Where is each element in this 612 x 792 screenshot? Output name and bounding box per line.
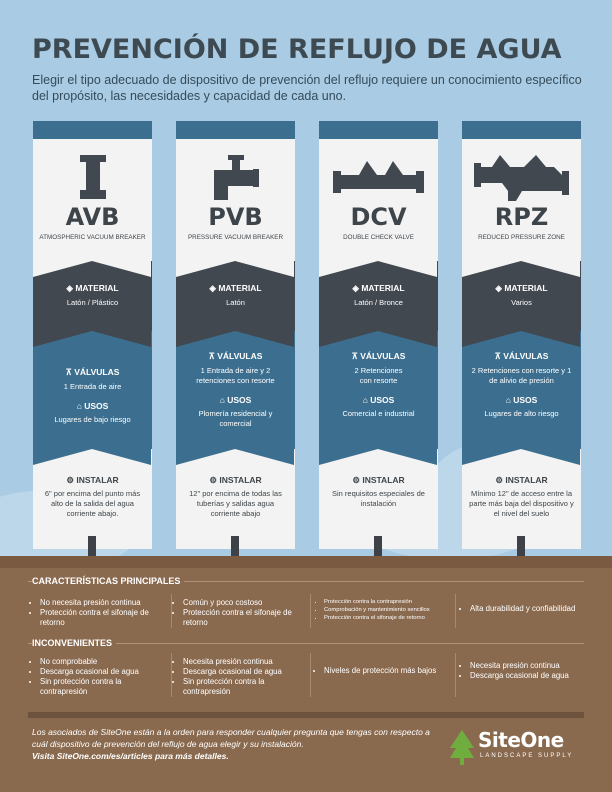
logo-name: SiteOne [478,728,564,752]
card-header [462,139,581,261]
valves-block [33,367,152,392]
material-value: Varios [511,298,532,307]
valve-icon: ⊼ [208,351,215,361]
column-divider [455,594,456,628]
uses-value: Lugares de bajo riesgo [54,415,131,424]
leaf-logo-icon [448,728,476,766]
house-icon: ⌂ [505,395,511,405]
avb-valve-icon [33,153,152,203]
house-icon: ⌂ [362,395,368,405]
gear-icon: ⚙ [209,475,217,485]
card-header [176,139,295,261]
card-header [33,139,152,261]
uses-label: USOS [370,395,395,405]
device-code: AVB [65,203,120,231]
sign-post [517,536,525,556]
uses-value: Lugares de alto riesgo [484,409,559,418]
material-section [176,261,295,331]
drawbacks-avb [30,657,160,697]
intro-text: Elegir el tipo adecuado de dispositivo de prevención del reflujo requiere un conocimiento específico del propósito, las necesidades y capacidad de cada uno. [32,73,582,103]
valves-value: 2 Retenciones con resorte y 1 de alivio de presión [471,366,572,385]
material-heading [319,283,438,294]
layers-icon: ◈ [209,283,216,293]
material-section [462,261,581,331]
material-value: Latón / Plástico [66,298,119,307]
install-value: 12" por encima de todas las tuberías y salidas agua corriente abajo [189,489,282,518]
material-heading [176,283,295,294]
valves-label: VÁLVULAS [217,351,263,361]
valves-value: 2 Retenciones con resorte [354,366,403,385]
list-item: • Descarga ocasional de agua [40,667,160,677]
valves-uses-section [319,331,438,449]
gear-icon: ⚙ [66,475,74,485]
valves-uses-section [462,331,581,449]
valves-block [319,351,438,386]
device-code: PVB [208,203,263,231]
drawbacks-heading: INCONVENIENTES [32,638,116,648]
list-item: • Común y poco costoso [183,598,303,608]
house-icon: ⌂ [76,401,82,411]
list-item: • Comprobación y mantenimiento sencillos [324,606,450,614]
install-section [319,449,438,549]
layers-icon: ◈ [352,283,359,293]
install-section [462,449,581,549]
install-value: Mínimo 12" de acceso entre la parte más baja del dispositivo y el nivel del suelo [469,489,574,518]
valves-uses-section [33,331,152,449]
install-section [33,449,152,549]
list-item: • Protección contra la contrapresión [324,598,450,606]
pvb-valve-icon [176,153,295,203]
gear-icon: ⚙ [352,475,360,485]
house-icon: ⌂ [219,395,225,405]
uses-label: USOS [227,395,252,405]
material-value: Latón [226,298,245,307]
card-cap [319,121,438,139]
device-full-name: ATMOSPHERIC VACUUM BREAKER [39,234,146,241]
valves-label: VÁLVULAS [360,351,406,361]
device-code: DCV [350,203,407,231]
siteone-logo [448,726,588,770]
install-value: Sin requisitos especiales de instalación [332,489,425,508]
uses-block [462,395,581,419]
footer-divider [28,712,584,718]
drawbacks-row [28,657,584,697]
card-cap [176,121,295,139]
valves-label: VÁLVULAS [503,351,549,361]
list-item: • Alta durabilidad y confiabilidad [470,604,584,614]
features-heading: CARACTERÍSTICAS PRINCIPALES [32,576,184,586]
device-card-rpz [462,121,581,549]
column-divider [455,653,456,697]
drawbacks-pvb [173,657,303,697]
list-item: • No necesita presión continua [40,598,160,608]
uses-label: USOS [84,401,109,411]
list-item: • Descarga ocasional de agua [183,667,303,677]
footer-link[interactable]: Visita SiteOne.com/es/articles para más detalles. [32,751,229,761]
device-full-name: REDUCED PRESSURE ZONE [478,234,565,241]
uses-value: Comercial e industrial [342,409,415,418]
uses-block [319,395,438,419]
layers-icon: ◈ [66,283,73,293]
material-label: MATERIAL [504,283,548,293]
material-label: MATERIAL [361,283,405,293]
material-section [319,261,438,331]
features-row [28,598,584,630]
uses-block [176,395,295,429]
list-item: • Protección contra el sifonaje de retorno [40,608,160,628]
sign-post [88,536,96,556]
column-divider [310,653,311,697]
uses-label: USOS [513,395,538,405]
gear-icon: ⚙ [495,475,503,485]
card-cap [462,121,581,139]
features-dcv [314,598,450,622]
drawbacks-dcv [314,666,450,676]
device-code: RPZ [494,203,549,231]
material-value: Latón / Bronce [354,298,403,307]
valves-block [176,351,295,386]
device-card-avb [33,121,152,549]
valve-icon: ⊼ [494,351,501,361]
list-item: • Niveles de protección más bajos [324,666,450,676]
valve-icon: ⊼ [65,367,72,377]
dcv-valve-icon [319,153,438,203]
list-item: • Sin protección contra la contrapresión [40,677,160,697]
logo-subtitle: LANDSCAPE SUPPLY [480,753,574,759]
card-cap [33,121,152,139]
features-avb [30,598,160,628]
install-label: INSTALAR [219,475,262,485]
list-item: • Necesita presión continua [183,657,303,667]
list-item: • No comprobable [40,657,160,667]
material-label: MATERIAL [218,283,262,293]
list-item: • Protección contra el sifonaje de retorno [324,614,450,622]
features-rpz [460,604,584,614]
list-item: • Protección contra el sifonaje de retorno [183,608,303,628]
sign-post [231,536,239,556]
valves-block [462,351,581,386]
features-pvb [173,598,303,628]
column-divider [310,594,311,628]
footer-text: Los asociados de SiteOne están a la orden para responder cualquier pregunta que tengas con respecto a cuál dispositivo de prevención del reflujo de agua elegir y su instalación. [32,727,430,749]
uses-value: Plomería residencial y comercial [198,409,273,428]
material-label: MATERIAL [75,283,119,293]
valves-value: 1 Entrada de aire y 2 retenciones con resorte [196,366,275,385]
device-card-pvb [176,121,295,549]
material-heading [462,283,581,294]
sign-post [374,536,382,556]
device-card-dcv [319,121,438,549]
device-full-name: DOUBLE CHECK VALVE [343,234,414,241]
material-section [33,261,152,331]
valves-label: VÁLVULAS [74,367,120,377]
page-title: PREVENCIÓN DE REFLUJO DE AGUA [32,34,562,65]
install-section [176,449,295,549]
valve-icon: ⊼ [351,351,358,361]
rpz-valve-icon [462,153,581,203]
install-value: 6" por encima del punto más alto de la salida del agua corriente abajo. [44,489,141,518]
valves-value: 1 Entrada de aire [63,382,122,391]
list-item: • Necesita presión continua [470,661,584,671]
footer-text-block [32,726,442,762]
install-label: INSTALAR [362,475,405,485]
valves-uses-section [176,331,295,449]
install-label: INSTALAR [505,475,548,485]
card-header [319,139,438,261]
install-label: INSTALAR [76,475,119,485]
uses-block [33,401,152,425]
list-item: • Sin protección contra la contrapresión [183,677,303,697]
list-item: • Descarga ocasional de agua [470,671,584,681]
drawbacks-rpz [460,661,584,681]
material-heading [33,283,152,294]
layers-icon: ◈ [495,283,502,293]
device-full-name: PRESSURE VACUUM BREAKER [187,234,284,241]
